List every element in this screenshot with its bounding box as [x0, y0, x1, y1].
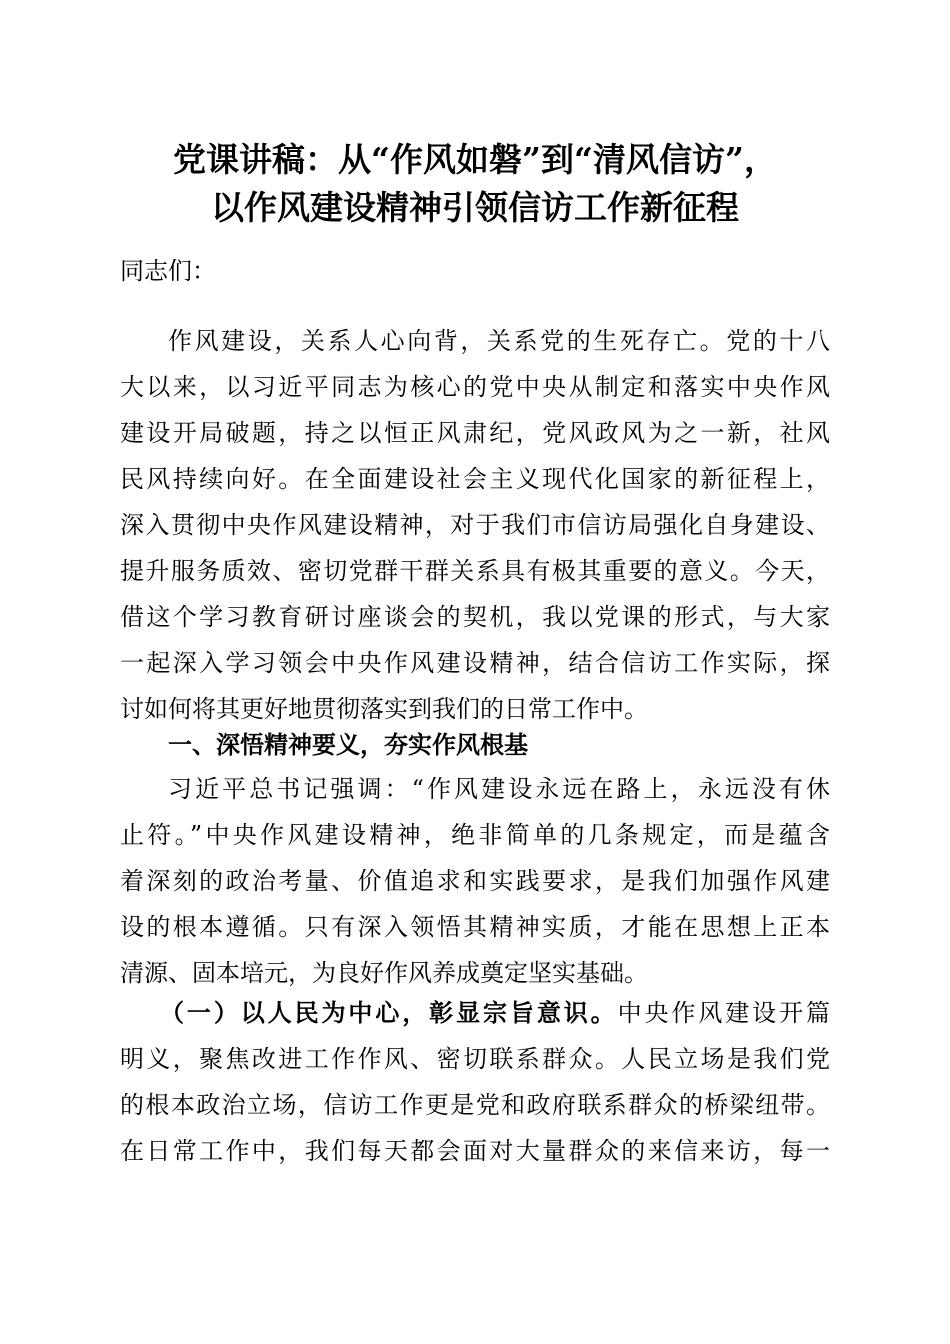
paragraph-line: 建设开局破题，持之以恒正风肃纪，党风政风为之一新，社风: [120, 419, 830, 447]
paragraph-line: 大以来，以习近平同志为核心的党中央从制定和落实中央作风: [120, 373, 830, 401]
paragraph-text: 中央作风建设开篇: [617, 999, 830, 1027]
paragraph-line: 明义，聚焦改进工作作风、密切联系群众。人民立场是我们党: [120, 1045, 830, 1073]
salutation: 同志们：: [120, 257, 216, 285]
subsection-first-line: [160, 990, 830, 1036]
paragraph-line: 深入贯彻中央作风建设精神，对于我们市信访局强化自身建设、: [120, 511, 830, 539]
subsection-heading: （一）以人民为中心，彰显宗旨意识。: [160, 998, 618, 1027]
section-heading: 一、深悟精神要义，夯实作风根基: [168, 731, 528, 759]
paragraph-line: 止符。”中央作风建设精神，绝非简单的几条规定，而是蕴含: [120, 821, 830, 849]
document-title-line-2: 以作风建设精神引领信访工作新征程: [211, 188, 739, 227]
paragraph-line: 着深刻的政治考量、价值追求和实践要求，是我们加强作风建: [120, 867, 830, 895]
paragraph-line: 在日常工作中，我们每天都会面对大量群众的来信来访，每一: [120, 1137, 830, 1165]
paragraph-line: 清源、固本培元，为良好作风养成奠定坚实基础。: [120, 959, 648, 987]
paragraph-line: 设的根本遵循。只有深入领悟其精神实质，才能在思想上正本: [120, 913, 830, 941]
paragraph-line: 习近平总书记强调：“作风建设永远在路上，永远没有休: [168, 775, 830, 803]
paragraph-line: 的根本政治立场，信访工作更是党和政府联系群众的桥梁纽带。: [120, 1091, 830, 1119]
paragraph-line: 借这个学习教育研讨座谈会的契机，我以党课的形式，与大家: [120, 603, 830, 631]
document-title-line-1: 党课讲稿：从“作风如磐”到“清风信访”，: [173, 140, 777, 179]
paragraph-line: 民风持续向好。在全面建设社会主义现代化国家的新征程上，: [120, 465, 830, 493]
paragraph-line: 讨如何将其更好地贯彻落实到我们的日常工作中。: [120, 695, 648, 723]
paragraph-line: 作风建设，关系人心向背，关系党的生死存亡。党的十八: [168, 327, 830, 355]
paragraph-line: 一起深入学习领会中央作风建设精神，结合信访工作实际，探: [120, 649, 830, 677]
paragraph-line: 提升服务质效、密切党群干群关系具有极其重要的意义。今天，: [120, 557, 830, 585]
